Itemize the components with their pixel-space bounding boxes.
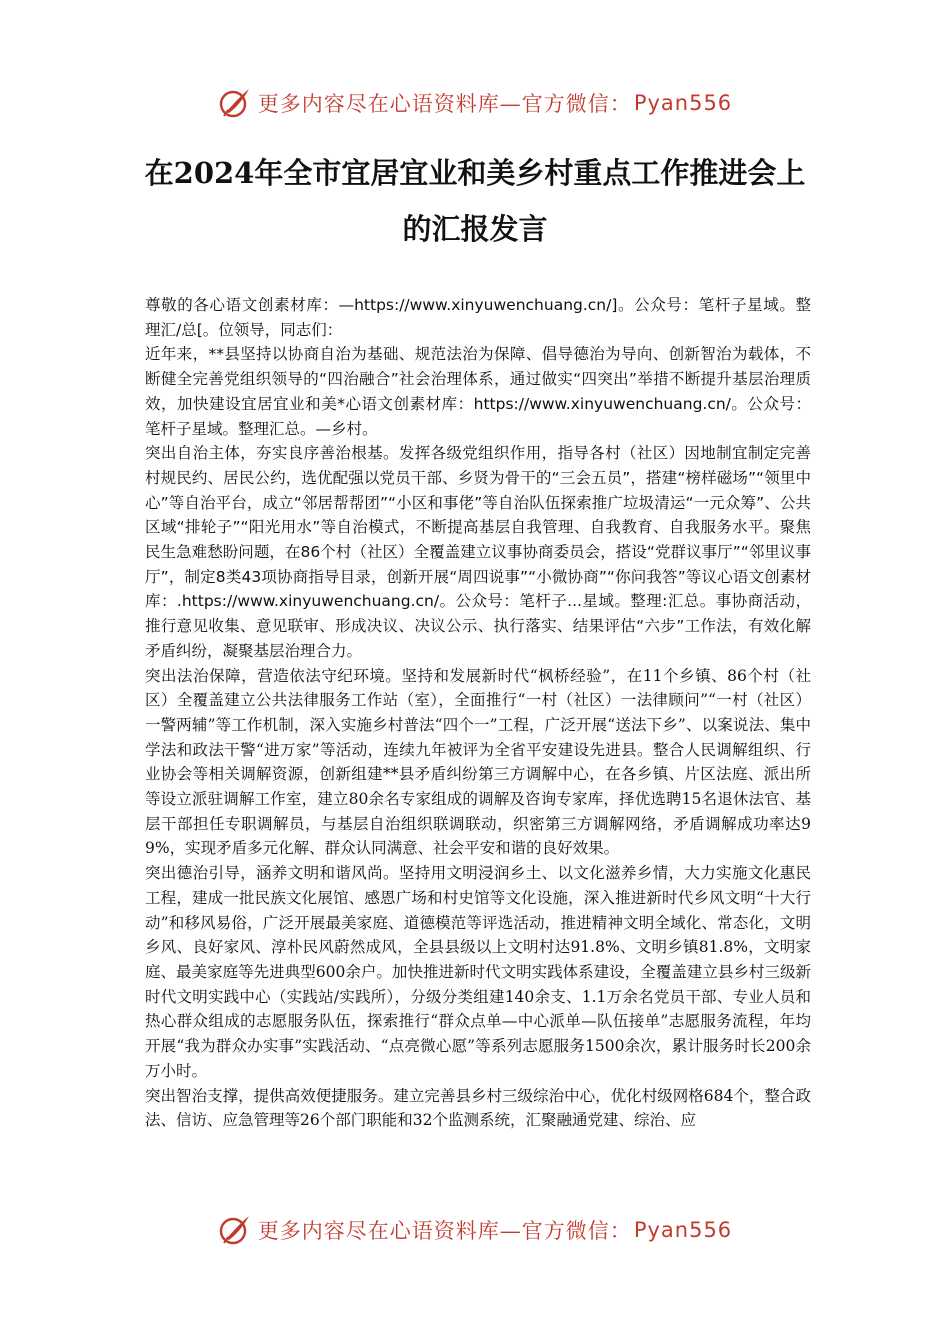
banner-wechat-id: Pyan556 [633, 1218, 733, 1242]
banner-slogan: 更多内容尽在心语资料库—官方微信： [257, 92, 632, 116]
quill-logo-icon [218, 86, 252, 120]
title-line-1: 在2024年全市宜居宜业和美乡村重点工作推进会上 [144, 156, 806, 190]
top-watermark-banner [0, 86, 950, 120]
paragraph-morality: 突出德治引导，涵养文明和谐风尚。坚持用文明浸润乡土、以文化滋养乡情，大力实施文化惠民工程，建成一批民族文化展馆、感恩广场和村史馆等文化设施，深入推进新时代乡风文明“十大行动”和移风易俗，广泛开展最美家庭、道德模范等评选活动，推进精神文明全域化、常态化，文明乡风、良好家风、淳朴民风蔚然成风，全县县级以上文明村达91.8%、文明乡镇81.8%，文明家庭、最美家庭等先进典型600余户。加快推进新时代文明实践体系建设，全覆盖建立县乡村三级新时代文明实践中心（实践站/实践所），分级分类组建140余支、1.1万余名党员干部、专业人员和热心群众组成的志愿服务队伍，探索推行“群众点单—中心派单—队伍接单”志愿服务流程，年均开展“我为群众办实事”实践活动、“点亮微心愿”等系列志愿服务1500余次，累计服务时长200余万小时。 [145, 864, 811, 1080]
quill-logo-icon [218, 1213, 252, 1247]
document-body [145, 293, 811, 1133]
paragraph-salutation: 尊敬的各心语文创素材库：—https://www.xinyuwenchuang.cn/]。公众号：笔杆子星域。整理汇/总[。位领导，同志们： [145, 296, 811, 339]
banner-slogan: 更多内容尽在心语资料库—官方微信： [257, 1219, 632, 1243]
banner-wechat-id: Pyan556 [633, 91, 733, 115]
paragraph-autonomy: 突出自治主体，夯实良序善治根基。发挥各级党组织作用，指导各村（社区）因地制宜制定完善村规民约、居民公约，选优配强以党员干部、乡贤为骨干的“三会五员”，搭建“榜样磁场”“领里中心”等自治平台，成立“邻居帮帮团”“小区和事佬”等自治队伍探索推广垃圾清运“一元众筹”、公共区域“排轮子”“阳光用水”等自治模式，不断提高基层自我管理、自我教育、自我服务水平。聚焦民生急难愁盼问题，在86个村（社区）全覆盖建立议事协商委员会，搭设“党群议事厅”“邻里议事厅”，制定8类43项协商指导目录，创新开展“周四说事”“小微协商”“你问我答”等议心语文创素材库：.https://www.xinyuwenchuang.cn/。公众号：笔杆子...星域。整理:汇总。事协商活动，推行意见收集、意见联审、形成决议、决议公示、执行落实、结果评估“六步”工作法，有效化解矛盾纠纷，凝聚基层治理合力。 [145, 444, 811, 660]
title-line-2: 的汇报发言 [402, 212, 548, 246]
bottom-watermark-banner [0, 1213, 950, 1247]
document-title [110, 145, 840, 257]
paragraph-smart-governance: 突出智治支撑，提供高效便捷服务。建立完善县乡村三级综治中心，优化村级网格684个，整合政法、信访、应急管理等26个部门职能和32个监测系统，汇聚融通党建、综治、应 [145, 1086, 811, 1130]
paragraph-rule-of-law: 突出法治保障，营造依法守纪环境。坚持和发展新时代“枫桥经验”，在11个乡镇、86个村（社区）全覆盖建立公共法律服务工作站（室），全面推行“一村（社区）一法律顾问”“一村（社区）一警两辅”等工作机制，深入实施乡村普法“四个一”工程，广泛开展“送法下乡”、以案说法、集中学法和政法干警“进万家”等活动，连续九年被评为全省平安建设先进县。整合人民调解组织、行业协会等相关调解资源，创新组建**县矛盾纠纷第三方调解中心，在各乡镇、片区法庭、派出所等设立派驻调解工作室，建立80余名专家组成的调解及咨询专家库，择优选聘15名退休法官、基层干部担任专职调解员，与基层自治组织联调联动，织密第三方调解网络，矛盾调解成功率达99%，实现矛盾多元化解、群众认同满意、社会平安和谐的良好效果。 [145, 666, 811, 858]
paragraph-intro: 近年来，**县坚持以协商自治为基础、规范法治为保障、倡导德治为导向、创新智治为载体，不断健全完善党组织领导的“四治融合”社会治理体系，通过做实“四突出”举措不断提升基层治理质效，加快建设宜居宜业和美*心语文创素材库：https://www.xinyuwenchuang.cn/。公众号：笔杆子星域。整理汇总。—乡村。 [145, 345, 811, 438]
